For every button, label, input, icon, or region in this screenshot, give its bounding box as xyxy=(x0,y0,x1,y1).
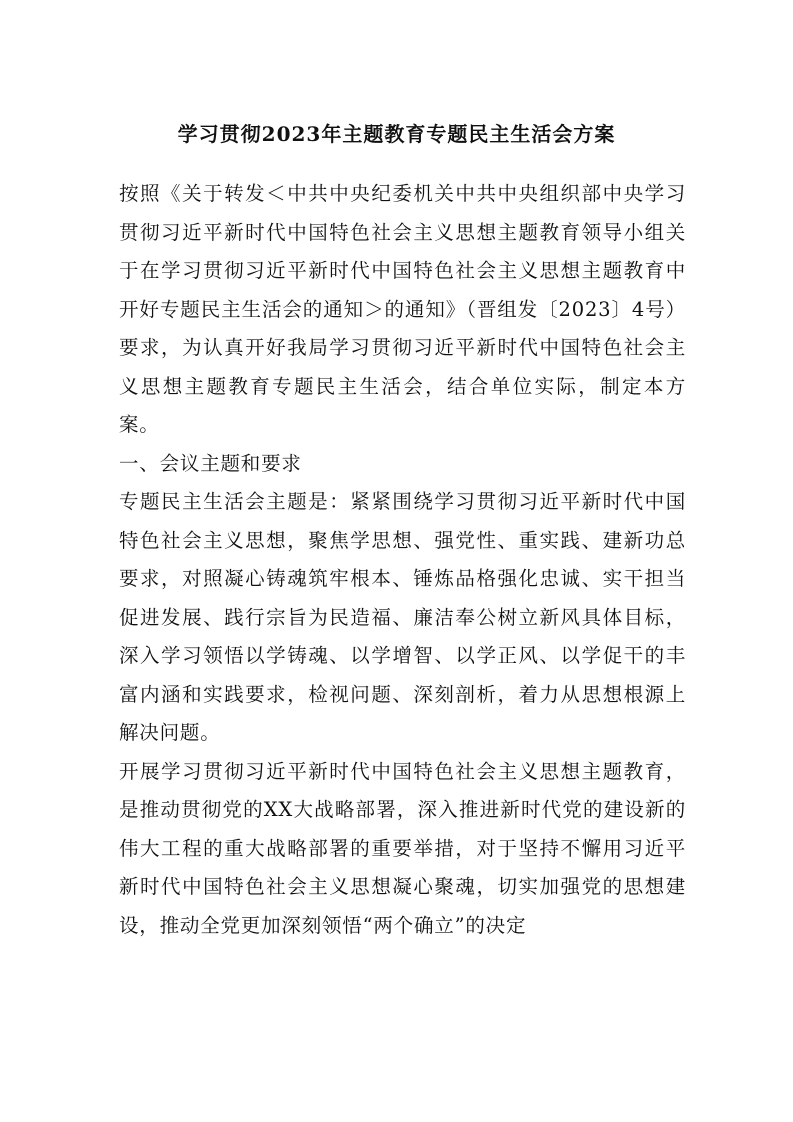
document-body xyxy=(119,175,686,945)
paragraph-intro: 按照《关于转发＜中共中央纪委机关中共中央组织部中央学习贯彻习近平新时代中国特色社会主义思想主题教育领导小组关于在学习贯彻习近平新时代中国特色社会主义思想主题教育中开好专题民主生活会的通知＞的通知》（晋组发〔2023〕4号）要求，为认真开好我局学习贯彻习近平新时代中国特色社会主义思想主题教育专题民主生活会，结合单位实际，制定本方案。 xyxy=(119,182,686,436)
paragraph-theme: 专题民主生活会主题是：紧紧围绕学习贯彻习近平新时代中国特色社会主义思想，聚焦学思想、强党性、重实践、建新功总要求，对照凝心铸魂筑牢根本、锤炼品格强化忠诚、实干担当促进发展、践行宗旨为民造福、廉洁奉公树立新风具体目标，深入学习领悟以学铸魂、以学增智、以学正风、以学促干的丰富内涵和实践要求，检视问题、深刻剖析，着力从思想根源上解决问题。 xyxy=(119,490,686,744)
document-title: 学习贯彻2023年主题教育专题民主生活会方案 xyxy=(177,122,616,146)
paragraph-significance: 开展学习贯彻习近平新时代中国特色社会主义思想主题教育，是推动贯彻党的XX大战略部署，深入推进新时代党的建设新的伟大工程的重大战略部署的重要举措，对于坚持不懈用习近平新时代中国特色社会主义思想凝心聚魂，切实加强党的思想建设，推动全党更加深刻领悟“两个确立”的决定 xyxy=(119,759,686,937)
section-heading-theme-requirements: 一、会议主题和要求 xyxy=(119,451,302,475)
